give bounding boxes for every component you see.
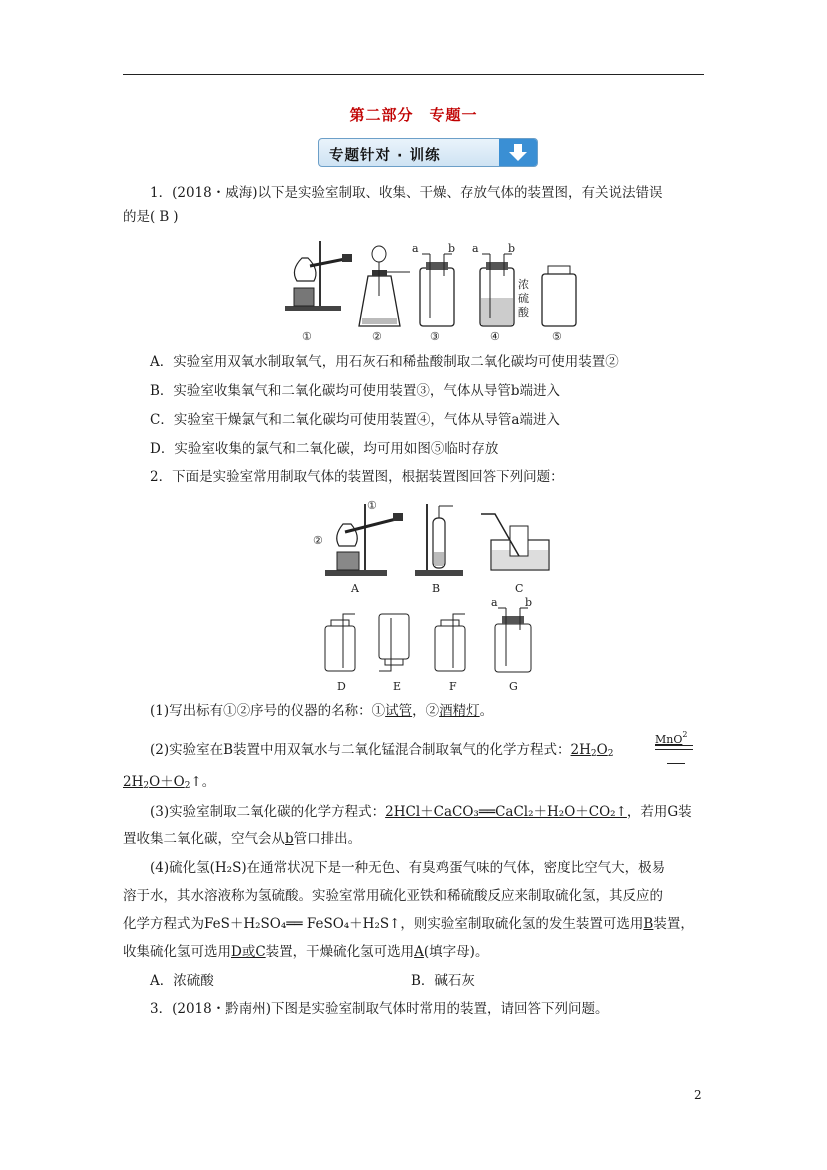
q2-part2: (2)实验室在B装置中用双氧水与二氧化锰混合制取氧气的化学方程式：$2H_2O_2$	[150, 742, 614, 759]
svg-text:②: ②	[372, 330, 382, 343]
svg-text:C: C	[515, 582, 524, 595]
q2-part2-line2: $2H_2O+O_2↑$。	[123, 774, 216, 791]
svg-text:①: ①	[367, 499, 377, 512]
apparatus-5-storage-jar	[542, 266, 576, 326]
q2-part4-line3: 化学方程式为FeS＋H₂SO₄══ FeSO₄＋H₂S↑，则实验室制取硫化氢的发生装置可选用B装置，	[123, 916, 694, 932]
q1-option-d: D．实验室收集的氯气和二氧化碳，均可用如图⑤临时存放	[150, 441, 499, 457]
svg-text:a: a	[491, 596, 498, 609]
q2-part4-line2: 溶于水，其水溶液称为氢硫酸。实验室常用硫化亚铁和稀硫酸反应来制取硫化氢，其反应的	[123, 888, 663, 904]
eq-bar-2	[655, 749, 693, 750]
page-number: 2	[694, 1088, 702, 1102]
q2-part3-line2: 置收集二氧化碳，空气会从b管口排出。	[123, 831, 362, 847]
header-rule	[123, 74, 704, 75]
apparatus-G	[491, 596, 532, 672]
q2-p2-catalyst: MnO$^2$	[655, 730, 688, 746]
q2-part4-line1: (4)硫化氢(H₂S)在通常状况下是一种无色、有臭鸡蛋气味的气体，密度比空气大，极易	[150, 860, 666, 876]
q1-answer: B	[159, 209, 170, 225]
q1-apparatus-figure	[280, 236, 580, 346]
q2-apparatus-figure	[305, 496, 565, 696]
apparatus-C	[481, 514, 549, 570]
svg-text:①: ①	[302, 330, 312, 343]
q1-option-b: B．实验室收集氧气和二氧化碳均可使用装置③，气体从导管b端进入	[150, 383, 561, 399]
svg-text:浓: 浓	[518, 278, 529, 291]
eq-bar-1	[655, 745, 693, 746]
svg-text:B: B	[432, 582, 441, 595]
svg-text:b: b	[525, 596, 533, 609]
svg-text:④: ④	[490, 330, 500, 343]
q2-option-b: B．碱石灰	[411, 973, 475, 989]
svg-text:G: G	[509, 680, 518, 693]
q3-stem: 3．(2018・黔南州)下图是实验室制取气体时常用的装置，请回答下列问题。	[150, 1001, 609, 1017]
svg-text:A: A	[351, 582, 359, 595]
q1-fig-a: a	[412, 242, 419, 255]
q2-stem: 2．下面是实验室常用制取气体的装置图，根据装置图回答下列问题：	[150, 469, 564, 485]
down-arrow-icon	[499, 139, 537, 166]
q1-fig4-a: a	[472, 242, 479, 255]
q2-option-a: A．浓硫酸	[150, 973, 214, 989]
section-banner	[318, 138, 538, 167]
svg-text:酸: 酸	[518, 306, 529, 319]
svg-text:F: F	[449, 680, 457, 693]
q1-fig-b: b	[448, 242, 456, 255]
q2-part3: (3)实验室制取二氧化碳的化学方程式：2HCl＋CaCO₃══CaCl₂＋H₂O＋CO₂↑，若用G装	[150, 804, 692, 820]
q2-p4-answer3: A	[414, 944, 424, 960]
apparatus-F	[435, 614, 465, 671]
q2-p1-answer2: 酒精灯	[439, 703, 480, 719]
apparatus-4-drying-bottle	[472, 242, 530, 326]
svg-text:E: E	[393, 680, 402, 693]
svg-text:③: ③	[430, 330, 440, 343]
q2-p4-answer1: B	[643, 916, 654, 932]
eq-bar-3	[667, 763, 685, 764]
apparatus-A	[313, 499, 403, 576]
apparatus-3-collection-bottle	[412, 242, 455, 326]
q1-option-c: C．实验室干燥氯气和二氧化碳均可使用装置④，气体从导管a端进入	[150, 412, 560, 428]
apparatus-E	[379, 614, 409, 671]
q1-stem-line2: 的是( B )	[123, 209, 179, 225]
q2-p3-equation: 2HCl＋CaCO₃══CaCl₂＋H₂O＋CO₂↑	[385, 804, 627, 820]
q2-p4-answer2: D或C	[231, 944, 266, 960]
apparatus-B	[415, 504, 463, 576]
q1-fig4-b: b	[508, 242, 516, 255]
svg-text:硫: 硫	[518, 292, 529, 305]
svg-text:⑤: ⑤	[552, 330, 562, 343]
apparatus-1-heating-setup	[285, 241, 352, 311]
q1-stem-line1: 1．(2018・威海)以下是实验室制取、收集、干燥、存放气体的装置图，有关说法错误	[150, 185, 663, 201]
svg-text:②: ②	[313, 534, 323, 547]
apparatus-2-flask-funnel	[359, 246, 410, 326]
q2-part4-line4: 收集硫化氢可选用D或C装置，干燥硫化氢可选用A(填字母)。	[123, 944, 489, 960]
banner-label: 专题针对 · 训练	[329, 148, 441, 164]
q2-p1-answer1: 试管	[385, 703, 413, 719]
section-title: 第二部分 专题一	[349, 106, 478, 124]
q1-option-a: A．实验室用双氧水制取氧气，用石灰石和稀盐酸制取二氧化碳均可使用装置②	[150, 354, 619, 370]
q2-part1: (1)写出标有①②序号的仪器的名称：①试管，②酒精灯。	[150, 703, 494, 719]
q2-p2-eq-lhs: $2H_2O_2$	[570, 742, 614, 759]
svg-text:D: D	[337, 680, 346, 693]
q2-p3-answer: b	[285, 831, 294, 847]
apparatus-D	[325, 614, 355, 671]
